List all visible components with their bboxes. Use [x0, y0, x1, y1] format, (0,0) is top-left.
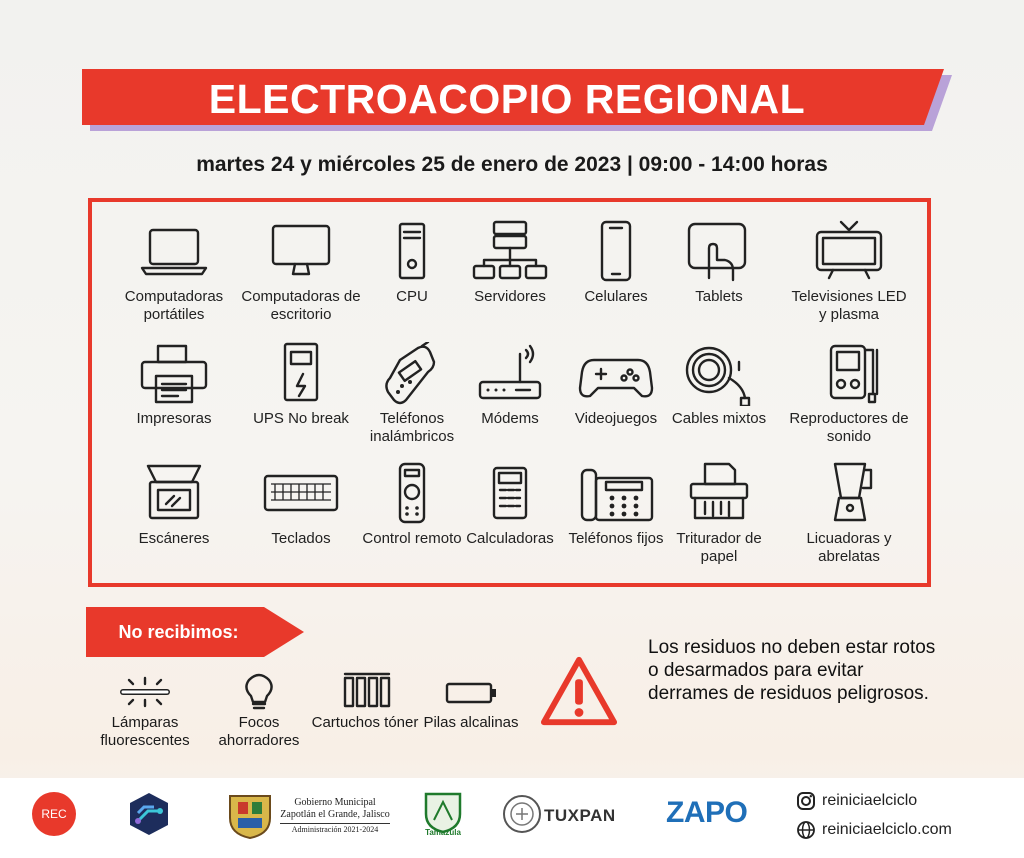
accepted-item-label: Impresoras	[136, 410, 212, 427]
accepted-item-label: Computadoras portátiles	[124, 288, 224, 323]
cpu-tower-icon	[372, 220, 452, 284]
circuit-hexagon-logo	[126, 791, 172, 837]
accepted-item	[112, 342, 236, 428]
accepted-item-label: Teléfonos fijos	[568, 530, 664, 547]
gobierno-municipal-logo	[280, 797, 390, 836]
toner-cartridge-icon	[335, 672, 395, 712]
title-banner	[82, 69, 952, 129]
keyboard-icon	[261, 462, 341, 526]
not-accepted-item	[306, 672, 424, 732]
accepted-item	[239, 220, 363, 324]
website-url[interactable]: reiniciaelciclo.com	[822, 821, 952, 839]
not-accepted-item	[412, 672, 530, 732]
accepted-item-label: UPS No break	[253, 410, 349, 427]
accepted-item	[657, 462, 781, 566]
battery-icon	[441, 672, 501, 712]
instagram-link[interactable]	[796, 791, 917, 811]
accepted-item-label: Triturador de papel	[676, 530, 762, 565]
accepted-item-label: Televisiones LED y plasma	[791, 288, 907, 323]
accepted-item	[239, 342, 363, 428]
not-accepted-title: No recibimos:	[118, 622, 239, 642]
instagram-icon	[796, 791, 816, 811]
warning-icon	[540, 655, 618, 727]
not-accepted-tag	[86, 607, 306, 657]
zapo-logo-text: ZAPO	[666, 796, 748, 829]
remote-control-icon	[372, 462, 452, 526]
server-icon	[470, 220, 550, 284]
calculator-icon	[470, 462, 550, 526]
gamepad-icon	[576, 342, 656, 406]
globe-icon	[796, 820, 816, 840]
accepted-item	[786, 342, 912, 446]
accepted-item-label: Videojuegos	[574, 410, 658, 427]
landline-phone-icon	[576, 462, 656, 526]
fluorescent-lamp-icon	[115, 672, 175, 712]
accepted-item-label: Cables mixtos	[671, 410, 767, 427]
cordless-phone-icon	[372, 342, 452, 406]
gob-line-3: Administración 2021-2024	[280, 823, 390, 836]
accepted-item-label: Teléfonos inalámbricos	[369, 410, 455, 445]
gob-line-1: Gobierno Municipal	[294, 797, 376, 808]
cable-icon	[679, 342, 759, 406]
tuxpan-seal-icon	[502, 794, 542, 834]
accepted-item-label: Celulares	[584, 288, 648, 305]
desktop-monitor-icon	[261, 220, 341, 284]
event-date-time: martes 24 y miércoles 25 de enero de 2023 | 09:00 - 14:00 horas	[196, 153, 828, 176]
cellphone-icon	[576, 220, 656, 284]
accepted-item-label: Teclados	[271, 530, 331, 547]
warning-text: Los residuos no deben estar rotos o desarmados para evitar derrames de residuos peligrosos.	[648, 637, 936, 704]
paper-shredder-icon	[679, 462, 759, 526]
zapotlan-coat-of-arms-icon	[220, 788, 280, 840]
website-link[interactable]	[796, 820, 952, 840]
not-accepted-item-label: Pilas alcalinas	[423, 714, 519, 731]
ups-icon	[261, 342, 341, 406]
accepted-item	[786, 462, 912, 566]
instagram-handle[interactable]: reiniciaelciclo	[822, 792, 918, 810]
accepted-item-label: Calculadoras	[466, 530, 554, 547]
tuxpan-logo-text: TUXPAN	[544, 806, 616, 825]
accepted-item	[657, 342, 781, 428]
laptop-icon	[134, 220, 214, 284]
accepted-item-label: Módems	[481, 410, 539, 427]
rec-logo: REC	[32, 792, 76, 836]
music-player-icon	[809, 342, 889, 406]
accepted-item	[112, 220, 236, 324]
accepted-item-label: Tablets	[695, 288, 743, 305]
accepted-item-label: CPU	[396, 288, 428, 305]
gob-line-2: Zapotlán el Grande, Jalisco	[280, 809, 390, 820]
television-icon	[809, 220, 889, 284]
not-accepted-item	[200, 672, 318, 750]
accepted-item-label: Licuadoras y abrelatas	[806, 530, 892, 565]
modem-icon	[470, 342, 550, 406]
accepted-item-label: Servidores	[474, 288, 546, 305]
not-accepted-item	[92, 672, 198, 750]
not-accepted-item-label: Cartuchos tóner	[311, 714, 419, 731]
scanner-icon	[134, 462, 214, 526]
page-title: ELECTROACOPIO REGIONAL	[208, 76, 806, 122]
accepted-item-label: Escáneres	[138, 530, 210, 547]
tamazula-logo-text: Tamazula	[425, 828, 461, 837]
lightbulb-icon	[229, 672, 289, 712]
accepted-item	[112, 462, 236, 548]
not-accepted-item-label: Focos ahorradores	[218, 714, 300, 749]
accepted-item-label: Reproductores de sonido	[789, 410, 909, 445]
printer-icon	[134, 342, 214, 406]
accepted-item-label: Computadoras de escritorio	[241, 288, 361, 323]
accepted-item	[786, 220, 912, 324]
blender-icon	[809, 462, 889, 526]
accepted-item-label: Control remoto	[362, 530, 462, 547]
not-accepted-item-label: Lámparas fluorescentes	[100, 714, 190, 749]
accepted-item	[657, 220, 781, 306]
tablet-icon	[679, 220, 759, 284]
accepted-item	[239, 462, 363, 548]
